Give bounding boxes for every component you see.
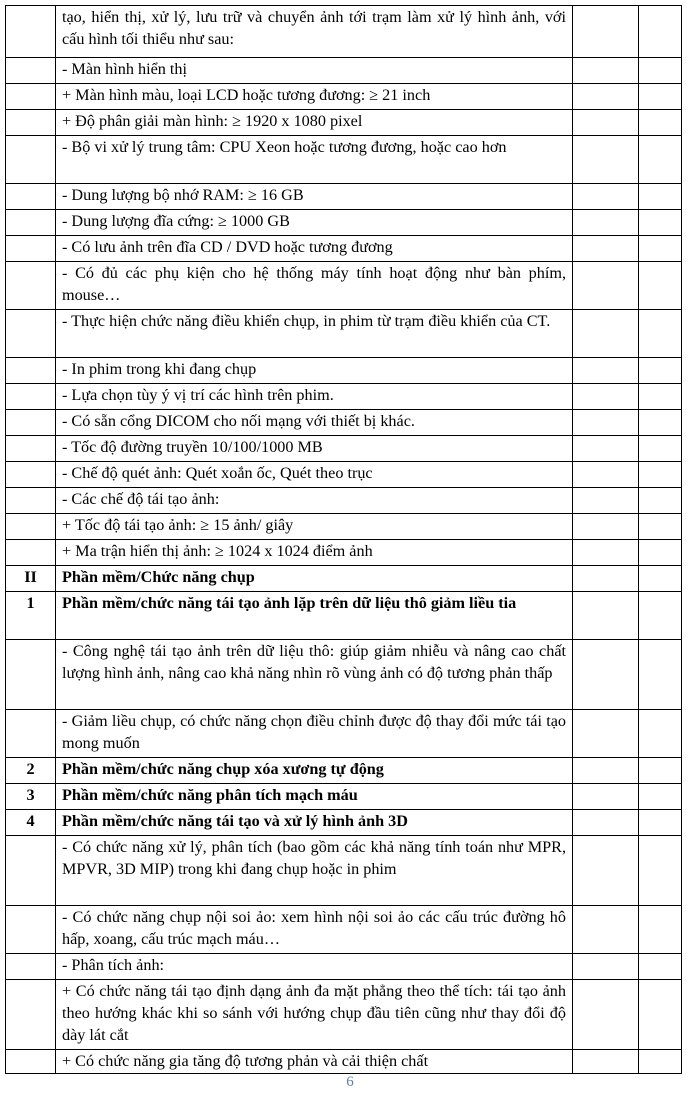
empty-cell xyxy=(573,810,639,836)
empty-cell xyxy=(639,84,682,110)
empty-cell xyxy=(639,358,682,384)
empty-cell xyxy=(573,184,639,210)
row-description: Phần mềm/Chức năng chụp xyxy=(56,566,573,592)
row-number xyxy=(6,488,56,514)
row-description: - Có sẵn cổng DICOM cho nối mạng với thiết bị khác. xyxy=(56,410,573,436)
spec-row xyxy=(6,488,682,514)
row-description: - Có chức năng xử lý, phân tích (bao gồm các khả năng tính toán như MPR, MPVR, 3D MIP) trong khi đang chụp hoặc in phim xyxy=(56,836,573,906)
row-description: - Các chế độ tái tạo ảnh: xyxy=(56,488,573,514)
empty-cell xyxy=(639,514,682,540)
row-number: 4 xyxy=(6,810,56,836)
row-description: - Phân tích ảnh: xyxy=(56,954,573,980)
spec-row xyxy=(6,640,682,710)
spec-row xyxy=(6,262,682,310)
section-row xyxy=(6,758,682,784)
row-description: - In phim trong khi đang chụp xyxy=(56,358,573,384)
empty-cell xyxy=(639,436,682,462)
row-description: - Thực hiện chức năng điều khiển chụp, in phim từ trạm điều khiển của CT. xyxy=(56,310,573,358)
empty-cell xyxy=(573,136,639,184)
empty-cell xyxy=(573,58,639,84)
row-number xyxy=(6,358,56,384)
empty-cell xyxy=(639,236,682,262)
empty-cell xyxy=(573,758,639,784)
row-description: - Chế độ quét ảnh: Quét xoắn ốc, Quét theo trục xyxy=(56,462,573,488)
row-number: II xyxy=(6,566,56,592)
row-number xyxy=(6,640,56,710)
row-number xyxy=(6,436,56,462)
row-number xyxy=(6,836,56,906)
empty-cell xyxy=(639,384,682,410)
row-description: - Bộ vi xử lý trung tâm: CPU Xeon hoặc tương đương, hoặc cao hơn xyxy=(56,136,573,184)
spec-row xyxy=(6,58,682,84)
row-description: tạo, hiển thị, xử lý, lưu trữ và chuyển ảnh tới trạm làm xử lý hình ảnh, với cấu hình tối thiểu như sau: xyxy=(56,6,573,58)
empty-cell xyxy=(639,758,682,784)
empty-cell xyxy=(639,262,682,310)
empty-cell xyxy=(639,592,682,640)
empty-cell xyxy=(573,6,639,58)
empty-cell xyxy=(573,384,639,410)
empty-cell xyxy=(573,436,639,462)
spec-row xyxy=(6,310,682,358)
spec-row xyxy=(6,462,682,488)
row-number: 3 xyxy=(6,784,56,810)
empty-cell xyxy=(639,310,682,358)
empty-cell xyxy=(573,358,639,384)
row-number xyxy=(6,58,56,84)
spec-row xyxy=(6,540,682,566)
spec-row xyxy=(6,358,682,384)
section-row xyxy=(6,784,682,810)
row-number xyxy=(6,954,56,980)
row-number xyxy=(6,462,56,488)
spec-row xyxy=(6,1050,682,1074)
empty-cell xyxy=(639,810,682,836)
empty-cell xyxy=(639,210,682,236)
empty-cell xyxy=(573,954,639,980)
row-number xyxy=(6,210,56,236)
page-number: 6 xyxy=(346,1074,354,1090)
empty-cell xyxy=(573,310,639,358)
row-number xyxy=(6,310,56,358)
spec-row xyxy=(6,184,682,210)
row-description: Phần mềm/chức năng tái tạo và xử lý hình ảnh 3D xyxy=(56,810,573,836)
spec-row xyxy=(6,236,682,262)
empty-cell xyxy=(639,6,682,58)
empty-cell xyxy=(639,640,682,710)
row-number: 2 xyxy=(6,758,56,784)
empty-cell xyxy=(573,1050,639,1074)
row-number xyxy=(6,110,56,136)
spec-row xyxy=(6,514,682,540)
spec-row xyxy=(6,710,682,758)
empty-cell xyxy=(639,836,682,906)
empty-cell xyxy=(573,236,639,262)
specification-table-body xyxy=(6,6,682,1074)
empty-cell xyxy=(573,566,639,592)
empty-cell xyxy=(573,462,639,488)
row-description: - Giảm liều chụp, có chức năng chọn điều chỉnh được độ thay đổi mức tái tạo mong muốn xyxy=(56,710,573,758)
spec-row xyxy=(6,410,682,436)
empty-cell xyxy=(639,110,682,136)
row-description: - Lựa chọn tùy ý vị trí các hình trên phim. xyxy=(56,384,573,410)
row-description: + Ma trận hiển thị ảnh: ≥ 1024 x 1024 điểm ảnh xyxy=(56,540,573,566)
row-description: Phần mềm/chức năng tái tạo ảnh lặp trên dữ liệu thô giảm liều tia xyxy=(56,592,573,640)
empty-cell xyxy=(573,592,639,640)
spec-row xyxy=(6,110,682,136)
row-description: - Công nghệ tái tạo ảnh trên dữ liệu thô: giúp giảm nhiễu và nâng cao chất lượng hình ảnh, nâng cao khả năng nhìn rõ vùng ảnh có độ tương phản thấp xyxy=(56,640,573,710)
empty-cell xyxy=(573,514,639,540)
empty-cell xyxy=(573,784,639,810)
empty-cell xyxy=(639,488,682,514)
empty-cell xyxy=(639,58,682,84)
empty-cell xyxy=(639,566,682,592)
spec-row xyxy=(6,906,682,954)
section-row xyxy=(6,592,682,640)
empty-cell xyxy=(573,262,639,310)
spec-row xyxy=(6,84,682,110)
empty-cell xyxy=(639,136,682,184)
row-description: - Tốc độ đường truyền 10/100/1000 MB xyxy=(56,436,573,462)
empty-cell xyxy=(573,110,639,136)
row-number xyxy=(6,184,56,210)
empty-cell xyxy=(639,980,682,1050)
row-number xyxy=(6,540,56,566)
empty-cell xyxy=(639,710,682,758)
row-description: Phần mềm/chức năng chụp xóa xương tự động xyxy=(56,758,573,784)
empty-cell xyxy=(639,184,682,210)
empty-cell xyxy=(639,784,682,810)
row-number xyxy=(6,514,56,540)
spec-row xyxy=(6,954,682,980)
empty-cell xyxy=(573,488,639,514)
empty-cell xyxy=(573,210,639,236)
empty-cell xyxy=(639,410,682,436)
row-description: + Có chức năng gia tăng độ tương phản và cải thiện chất xyxy=(56,1050,573,1074)
spec-row xyxy=(6,836,682,906)
empty-cell xyxy=(573,980,639,1050)
spec-row xyxy=(6,980,682,1050)
row-number xyxy=(6,710,56,758)
spec-row xyxy=(6,436,682,462)
row-number xyxy=(6,136,56,184)
empty-cell xyxy=(639,1050,682,1074)
row-number xyxy=(6,84,56,110)
empty-cell xyxy=(573,906,639,954)
empty-cell xyxy=(573,836,639,906)
row-description: Phần mềm/chức năng phân tích mạch máu xyxy=(56,784,573,810)
row-number xyxy=(6,6,56,58)
row-description: + Màn hình màu, loại LCD hoặc tương đương: ≥ 21 inch xyxy=(56,84,573,110)
row-number xyxy=(6,1050,56,1074)
row-description: + Có chức năng tái tạo định dạng ảnh đa mặt phẳng theo thể tích: tái tạo ảnh theo hướng khác khi so sánh với hướng chụp đầu tiên cũng như thay đổi độ dày lát cắt xyxy=(56,980,573,1050)
section-row xyxy=(6,566,682,592)
row-number xyxy=(6,262,56,310)
spec-row xyxy=(6,210,682,236)
row-number xyxy=(6,906,56,954)
empty-cell xyxy=(639,906,682,954)
empty-cell xyxy=(639,954,682,980)
row-description: - Có lưu ảnh trên đĩa CD / DVD hoặc tương đương xyxy=(56,236,573,262)
specification-table xyxy=(5,5,682,1074)
section-row xyxy=(6,810,682,836)
empty-cell xyxy=(573,540,639,566)
row-number: 1 xyxy=(6,592,56,640)
row-number xyxy=(6,410,56,436)
spec-row xyxy=(6,136,682,184)
row-description: - Có chức năng chụp nội soi ảo: xem hình nội soi ảo các cấu trúc đường hô hấp, xoang, cấu trúc mạch máu… xyxy=(56,906,573,954)
empty-cell xyxy=(573,84,639,110)
row-description: - Dung lượng đĩa cứng: ≥ 1000 GB xyxy=(56,210,573,236)
row-description: - Có đủ các phụ kiện cho hệ thống máy tính hoạt động như bàn phím, mouse… xyxy=(56,262,573,310)
empty-cell xyxy=(639,540,682,566)
row-description: + Tốc độ tái tạo ảnh: ≥ 15 ảnh/ giây xyxy=(56,514,573,540)
row-number xyxy=(6,384,56,410)
row-description: - Dung lượng bộ nhớ RAM: ≥ 16 GB xyxy=(56,184,573,210)
spec-row xyxy=(6,6,682,58)
empty-cell xyxy=(639,462,682,488)
empty-cell xyxy=(573,710,639,758)
empty-cell xyxy=(573,410,639,436)
row-description: - Màn hình hiển thị xyxy=(56,58,573,84)
row-number xyxy=(6,236,56,262)
row-number xyxy=(6,980,56,1050)
row-description: + Độ phân giải màn hình: ≥ 1920 x 1080 pixel xyxy=(56,110,573,136)
spec-row xyxy=(6,384,682,410)
empty-cell xyxy=(573,640,639,710)
